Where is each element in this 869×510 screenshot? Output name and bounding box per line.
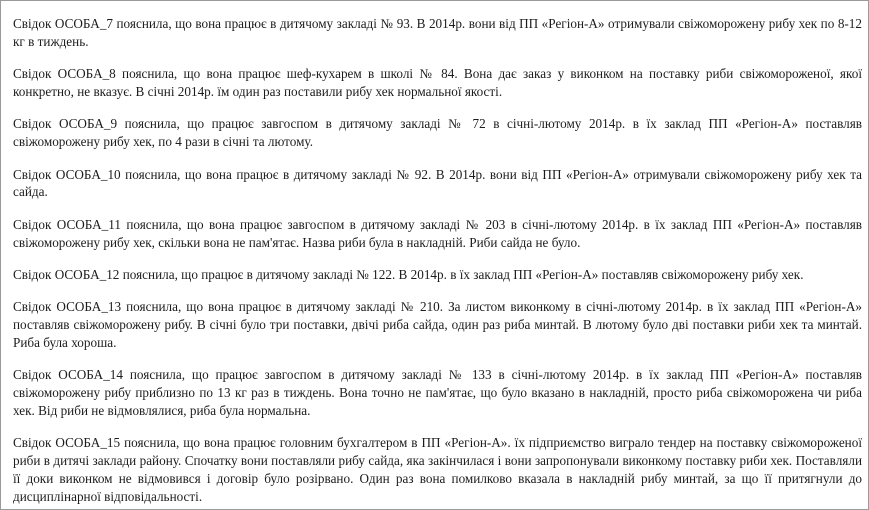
- paragraph-witness-10: Свідок ОСОБА_10 пояснила, що вона працює в дитячому закладі № 92. В 2014р. вони від ПП «Регіон-А» отримували свіжоморожену рибу хек та сайда.: [13, 166, 862, 200]
- paragraph-witness-11: Свідок ОСОБА_11 пояснила, що вона працює завгоспом в дитячому закладі № 203 в січні-лютому 2014р. в їх заклад ПП «Регіон-А» поставляв свіжоморожену рибу хек, скільки вона не пам'ятає. Назва риби була в накладній. Риби сайда не було.: [13, 216, 862, 250]
- paragraph-witness-15: Свідок ОСОБА_15 пояснила, що вона працює головним бухгалтером в ПП «Регіон-А». їх підприємство виграло тендер на поставку свіжомороженої риби в дитячі заклади району. Спочатку вони поставляли рибу сайда, яка закінчилася і вони запропонували виконкому поставку риби хек. Поставляли її доки виконком не відмовився і договір було розірвано. Один раз вона помилково вказала в накладній рибу минтай, за що її притягнули до дисциплінарної відповідальності.: [13, 435, 862, 504]
- paragraph-witness-9: Свідок ОСОБА_9 пояснила, що працює завгоспом в дитячому закладі № 72 в січні-лютому 2014р. в їх заклад ПП «Регіон-А» поставляв свіжоморожену рибу хек, по 4 рази в січні та лютому.: [13, 116, 862, 150]
- paragraph-witness-7: Свідок ОСОБА_7 пояснила, що вона працює в дитячому закладі № 93. В 2014р. вони від ПП «Регіон-А» отримували свіжоморожену рибу хек по 8-12 кг в тиждень.: [13, 16, 862, 49]
- paragraph-witness-8: Свідок ОСОБА_8 пояснила, що вона працює шеф-кухарем в школі № 84. Вона дає заказ у виконком на поставку риби свіжомороженої, якої конкретно, не вказує. В січні 2014р. їм один раз поставили рибу хек нормальної якості.: [13, 66, 862, 99]
- document-body: [13, 15, 862, 510]
- paragraph-witness-12: Свідок ОСОБА_12 пояснила, що працює в дитячому закладі № 122. В 2014р. в їх заклад ПП «Регіон-А» поставляв свіжоморожену рибу хек.: [13, 266, 804, 282]
- paragraph-witness-13: Свідок ОСОБА_13 пояснила, що вона працює в дитячому закладі № 210. За листом виконкому в січні-лютому 2014р. в їх заклад ПП «Регіон-А» поставляв свіжоморожену рибу. В січні було три поставки, двічі риба сайда, один раз риба минтай. В лютому було дві поставки риби хек та минтай. Риба була хороша.: [13, 299, 862, 350]
- paragraph-witness-14: Свідок ОСОБА_14 пояснила, що працює завгоспом в дитячому закладі № 133 в січні-лютому 2014р. в їх заклад ПП «Регіон-А» поставляв свіжоморожену рибу приблизно по 13 кг раз в тиждень. Вона точно не пам'ятає, що було вказано в накладній, просто риба свіжоморожена чи риба хек. Від риби не відмовлялися, риба була нормальна.: [13, 367, 862, 418]
